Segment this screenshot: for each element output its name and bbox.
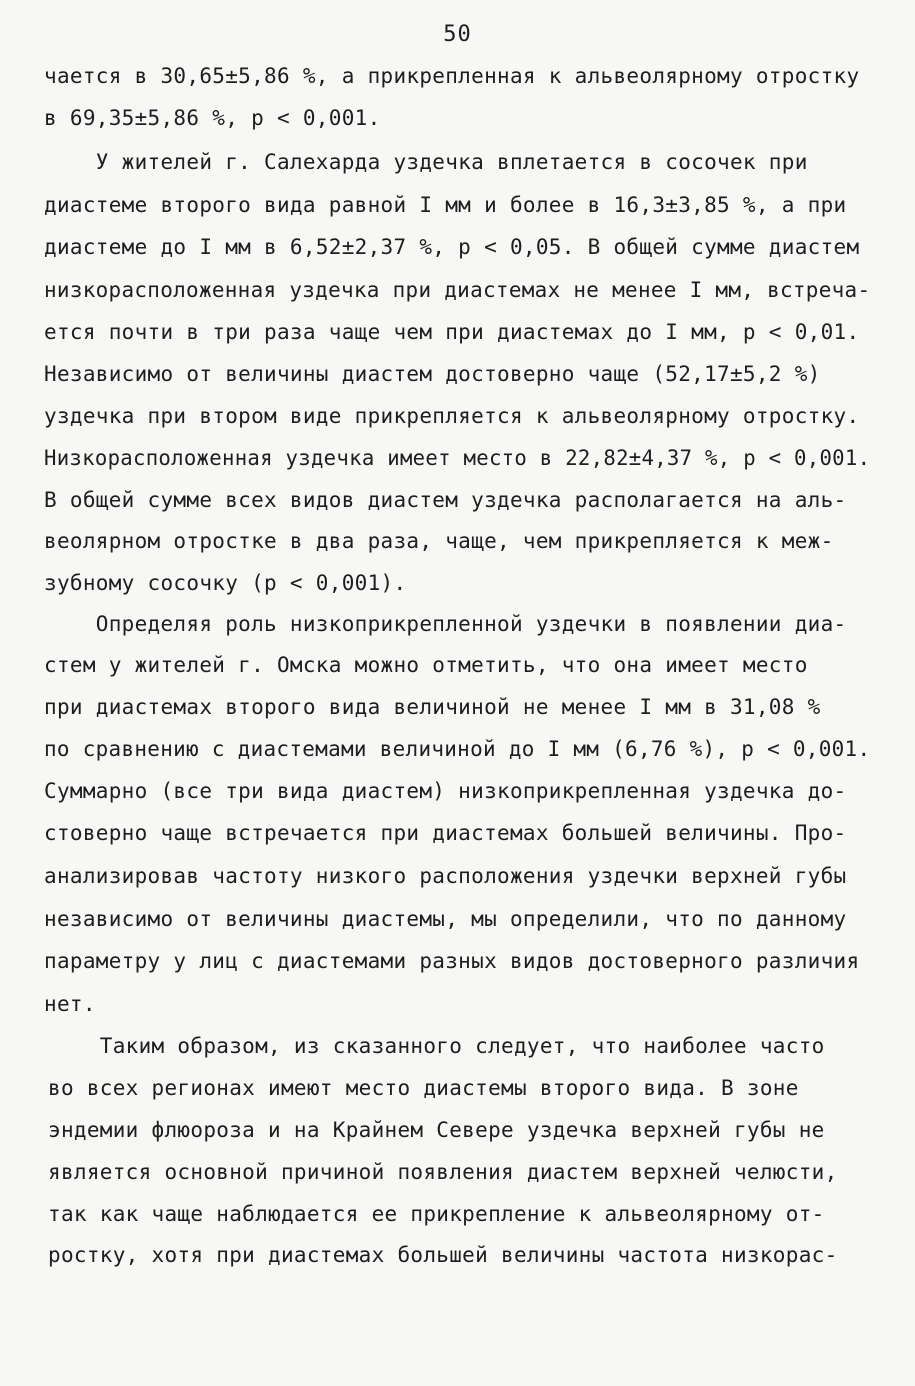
text-line: параметру у лиц с диастемами разных видов достоверного различия bbox=[44, 949, 860, 973]
text-line: зубному сосочку (р < 0,001). bbox=[44, 571, 407, 595]
text-line: по сравнению с диастемами величиной до I мм (6,76 %), р < 0,001. bbox=[44, 737, 871, 761]
text-line: Суммарно (все три вида диастем) низкоприкрепленная уздечка до- bbox=[44, 779, 847, 803]
page-number: 50 bbox=[443, 22, 472, 47]
text-line: ется почти в три раза чаще чем при диастемах до I мм, р < 0,01. bbox=[44, 320, 860, 344]
text-line: В общей сумме всех видов диастем уздечка располагается на аль- bbox=[44, 488, 847, 512]
text-line: в 69,35±5,86 %, р < 0,001. bbox=[44, 106, 381, 130]
text-line: является основной причиной появления диастем верхней челюсти, bbox=[48, 1160, 838, 1184]
text-line: нет. bbox=[44, 992, 96, 1016]
text-line: низкорасположенная уздечка при диастемах не менее I мм, встреча- bbox=[44, 278, 871, 302]
text-line: Независимо от величины диастем достоверно чаще (52,17±5,2 %) bbox=[44, 362, 821, 386]
text-line: эндемии флюороза и на Крайнем Севере уздечка верхней губы не bbox=[48, 1118, 825, 1142]
text-line: чается в 30,65±5,86 %, а прикрепленная к альвеолярному отростку bbox=[44, 64, 860, 88]
text-line: уздечка при втором виде прикрепляется к альвеолярному отростку. bbox=[44, 404, 860, 428]
text-line: так как чаще наблюдается ее прикрепление к альвеолярному от- bbox=[48, 1202, 825, 1226]
text-line: при диастемах второго вида величиной не менее I мм в 31,08 % bbox=[44, 695, 821, 719]
text-line: диастеме второго вида равной I мм и более в 16,3±3,85 %, а при bbox=[44, 193, 847, 217]
text-line: стоверно чаще встречается при диастемах большей величины. Про- bbox=[44, 821, 847, 845]
text-line: анализировав частоту низкого расположения уздечки верхней губы bbox=[44, 864, 847, 888]
text-line: во всех регионах имеют место диастемы второго вида. В зоне bbox=[48, 1076, 799, 1100]
text-line: Определяя роль низкоприкрепленной уздечки в появлении диа- bbox=[44, 612, 847, 636]
text-line: независимо от величины диастемы, мы определили, что по данному bbox=[44, 907, 847, 931]
text-line: веолярном отростке в два раза, чаще, чем прикрепляется к меж- bbox=[44, 529, 834, 553]
text-line: Низкорасположенная уздечка имеет место в 22,82±4,37 %, р < 0,001. bbox=[44, 446, 871, 470]
text-line: У жителей г. Салехарда уздечка вплетается в сосочек при bbox=[44, 150, 808, 174]
text-line: Таким образом, из сказанного следует, что наиболее часто bbox=[48, 1034, 825, 1058]
text-line: диастеме до I мм в 6,52±2,37 %, р < 0,05. В общей сумме диастем bbox=[44, 235, 860, 259]
text-line: стем у жителей г. Омска можно отметить, что она имеет место bbox=[44, 653, 808, 677]
text-line: ростку, хотя при диастемах большей величины частота низкорас- bbox=[48, 1243, 838, 1267]
